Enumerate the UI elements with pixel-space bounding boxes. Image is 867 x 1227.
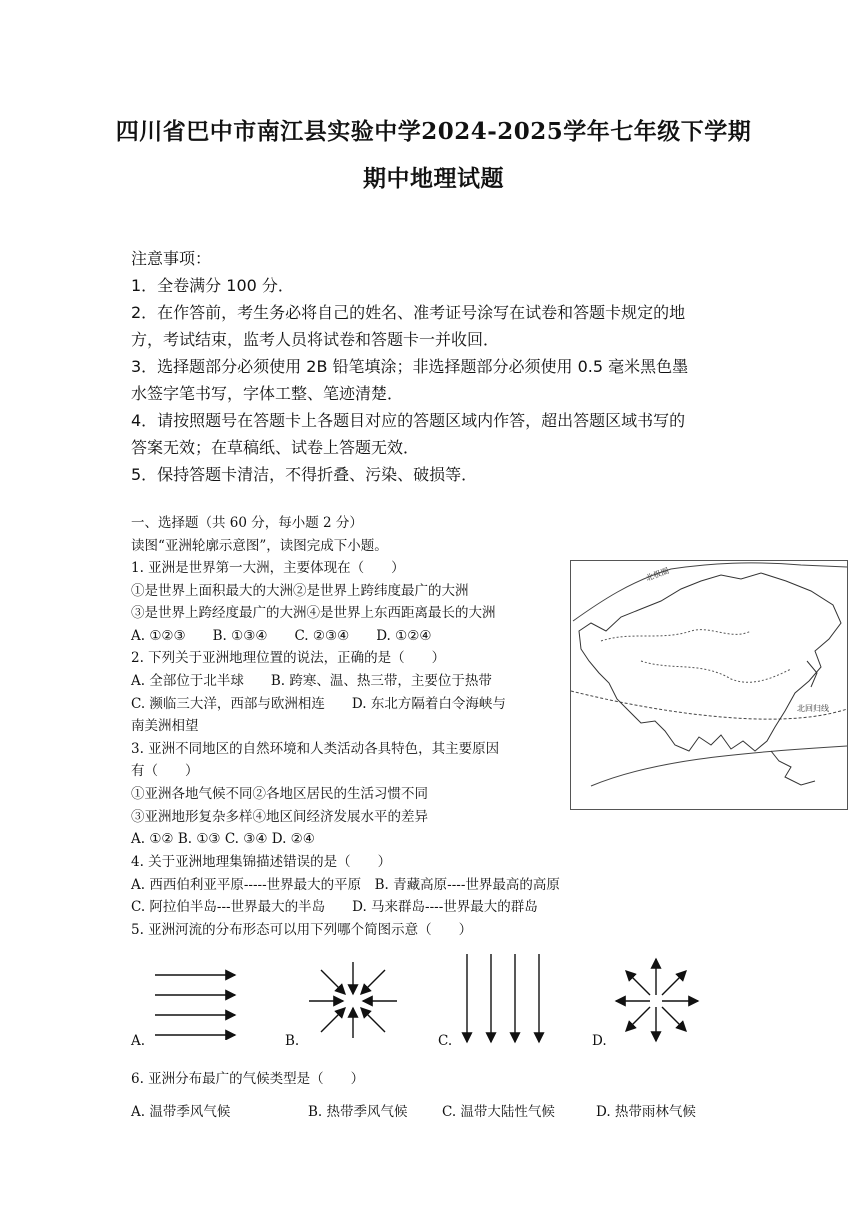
question-4-5 — [131, 851, 741, 941]
notice-item: 5．保持答题卡清洁，不得折叠、污染、破损等． — [131, 465, 478, 484]
section-block — [131, 512, 741, 557]
q6-option-a: A. 温带季风气候 — [131, 1104, 231, 1120]
q3-stem1: 3. 亚洲不同地区的自然环境和人类活动各具特色，其主要原因 — [131, 740, 500, 757]
exam-title-line1: 四川省巴中市南江县实验中学2024-2025学年七年级下学期 — [115, 118, 752, 145]
diagram-c-downward-arrows — [455, 952, 555, 1048]
q6-option-c: C. 温带大陆性气候 — [442, 1104, 555, 1120]
asia-map-drawing — [571, 561, 847, 809]
q4-line1: A. 西西伯利亚平原-----世界最大的平原 B. 青藏高原----世界最高的高原 — [131, 876, 560, 893]
diagram-a-parallel-arrows — [150, 950, 250, 1040]
q4-stem: 4. 关于亚洲地理集锦描述错误的是（ ） — [131, 854, 392, 870]
q3-line2: ③亚洲地形复杂多样④地区间经济发展水平的差异 — [131, 808, 428, 825]
q5-label-b: B. — [285, 1033, 300, 1049]
q1-options: A. ①②③ B. ①③④ C. ②③④ D. ①②④ — [131, 627, 432, 644]
notice-block — [131, 245, 741, 488]
q4-line2: C. 阿拉伯半岛---世界最大的半岛 D. 马来群岛----世界最大的群岛 — [131, 899, 538, 916]
q2-line2: C. 濒临三大洋，西部与欧洲相连 D. 东北方隔着白令海峡与 — [131, 695, 506, 712]
q5-label-a: A. — [131, 1033, 146, 1049]
q2-line3: 南美洲相望 — [131, 718, 199, 735]
notice-item: 方，考试结束，监考人员将试卷和答题卡一并收回． — [131, 330, 500, 349]
q1-stem: 1. 亚洲是世界第一大洲，主要体现在（ ） — [131, 560, 405, 576]
q2-line1: A. 全部位于北半球 B. 跨寒、温、热三带，主要位于热带 — [131, 672, 492, 689]
q3-line1: ①亚洲各地气候不同②各地区居民的生活习惯不同 — [131, 785, 428, 802]
map-label-right: 北回归线 — [797, 704, 829, 713]
q5-label-d: D. — [592, 1033, 607, 1049]
asia-outline-map — [570, 560, 848, 810]
notice-heading: 注意事项： — [131, 249, 212, 268]
question-1 — [131, 557, 571, 851]
q6-stem: 6. 亚洲分布最广的气候类型是（ ） — [131, 1071, 365, 1087]
section-intro: 读图“亚洲轮廓示意图”，读图完成下小题。 — [131, 537, 388, 554]
q1-line1: ①是世界上面积最大的大洲②是世界上跨纬度最广的大洲 — [131, 582, 469, 599]
q6-option-b: B. 热带季风气候 — [308, 1104, 408, 1120]
notice-item: 水签字笔书写，字体工整、笔迹清楚． — [131, 384, 404, 403]
q1-line2: ③是世界上跨经度最广的大洲④是世界上东西距离最长的大洲 — [131, 605, 496, 622]
q3-options: A. ①② B. ①③ C. ③④ D. ②④ — [131, 831, 315, 848]
q3-stem2: 有（ ） — [131, 763, 199, 780]
diagram-b-inward-arrows — [305, 960, 405, 1050]
q2-stem: 2. 下列关于亚洲地理位置的说法，正确的是（ ） — [131, 650, 446, 667]
map-label-top: 北极圈 — [644, 566, 671, 583]
notice-item: 1．全卷满分 100 分． — [131, 276, 294, 295]
q5-stem: 5. 亚洲河流的分布形态可以用下列哪个简图示意（ ） — [131, 921, 473, 938]
section-heading: 一、选择题（共 60 分，每小题 2 分） — [131, 515, 363, 531]
diagram-d-outward-arrows — [612, 955, 712, 1051]
q6-option-d: D. 热带雨林气候 — [596, 1104, 696, 1120]
notice-item: 3．选择题部分必须使用 2B 铅笔填涂；非选择题部分必须使用 0.5 毫米黑色墨 — [131, 357, 689, 376]
notice-item: 4．请按照题号在答题卡上各题目对应的答题区域内作答，超出答题区域书写的 — [131, 411, 686, 430]
q5-label-c: C. — [438, 1033, 453, 1049]
notice-item: 答案无效；在草稿纸、试卷上答题无效． — [131, 438, 420, 457]
exam-title-line2: 期中地理试题 — [363, 165, 504, 192]
notice-item: 2．在作答前，考生务必将自己的姓名、准考证号涂写在试卷和答题卡规定的地 — [131, 303, 686, 322]
